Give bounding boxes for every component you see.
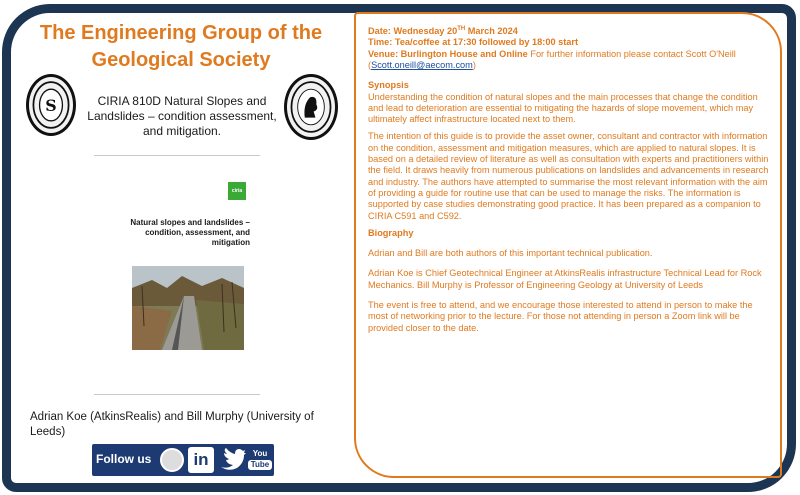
book-cover [114,174,252,368]
social-bar [92,444,274,476]
event-venue [368,49,772,72]
organisation-title: The Engineering Group of the Geological Society [39,22,323,71]
event-date [368,24,772,37]
engineering-group-seal-icon [284,74,338,140]
synopsis-paragraph-1: Understanding the condition of natural slopes and the main processes that change the condition and lead to deterioration are essential to mitigating the hazards of slope movement, which may ultimately affect infrastructure located next to them. [368,91,758,125]
divider-bottom [94,394,260,395]
date-prefix: Date: Wednesday 20 [368,26,458,37]
biography-paragraph-1: Adrian and Bill are both authors of this important technical publication. [368,248,653,259]
svg-text:S: S [45,96,57,116]
event-info-paragraph: The event is free to attend, and we encourage those interested to attend in person to make the most of networking prior to the lecture. For those not attending in person a Zoom link will be provided closer to the date. [368,300,753,333]
synopsis-heading: Synopsis [368,80,409,91]
follow-us-label: Follow us [96,452,152,466]
venue-label: Venue: Burlington House and Online [368,48,528,59]
youtube-tube-text: Tube [248,460,272,470]
twitter-icon[interactable] [218,447,246,473]
contact-email-link[interactable]: Scott.oneill@aecom.com [371,59,473,70]
venue-text: For further information please contact Scott O'Neill ( [368,48,736,70]
society-logo-icon[interactable] [160,448,184,472]
event-title: CIRIA 810D Natural Slopes and Landslides – condition assessment, and mitigation. [87,94,277,138]
geological-society-seal-icon [26,74,76,136]
date-suffix: March 2024 [465,26,518,37]
details-panel [354,12,782,478]
date-sup: TH [457,26,466,32]
cover-landslide-photo [132,266,244,350]
linkedin-icon[interactable]: in [188,447,214,473]
biography-paragraph-2: Adrian Koe is Chief Geotechnical Engineer at AtkinsRealis infrastructure Technical Lead for Rock Mechanics. Bill Murphy is Professor of Engineering Geology at University of Leeds [368,268,762,290]
youtube-icon[interactable] [248,447,272,473]
authors-line: Adrian Koe (AtkinsRealis) and Bill Murphy (University of Leeds) [30,411,314,438]
left-panel [14,12,348,482]
cover-title: Natural slopes and landslides – condition, assessment, and mitigation [130,218,250,247]
venue-close: ) [472,59,476,70]
synopsis-paragraph-2: The intention of this guide is to provide the asset owner, consultant and contractor with information on the condition, assessment and mitigation measures, which are applied to natural slopes. It is based on a detailed review of literature as well as consultation with experts and practitioners within the field. It draws heavily from numerous publications on landslides and advancements in research and industry. The authors have attempted to summarise the most relevant information with the aim of providing a guide for routine use that can be used to manage the risks. The information is supported by case studies demonstrating good practice. It has been prepared as a companion to CIRIA C591 and C592. [368,131,769,221]
divider-top [94,155,260,156]
youtube-you-text: You [252,449,268,458]
ciria-logo: ciria [228,182,246,200]
biography-heading: Biography [368,227,414,238]
event-time: Time: Tea/coffee at 17:30 followed by 18:00 start [368,37,579,48]
